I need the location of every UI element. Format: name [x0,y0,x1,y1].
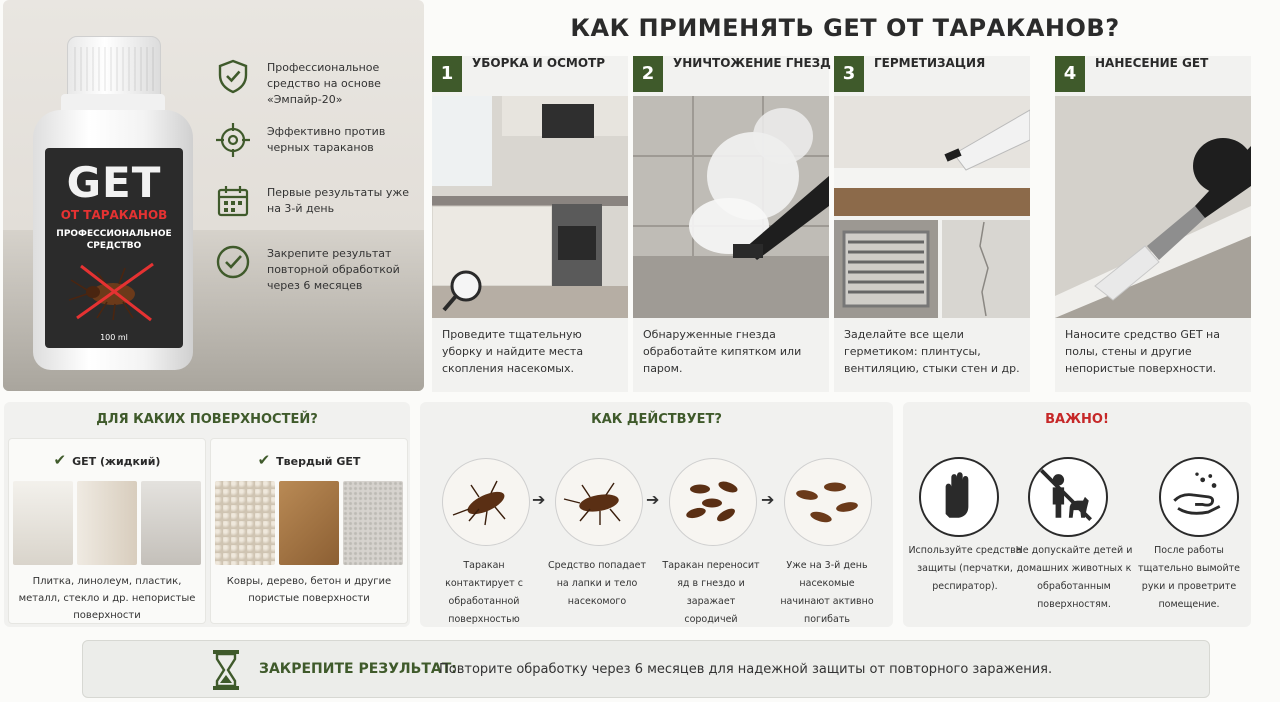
no-children-pets-icon [1028,457,1108,537]
bottle-brand: GET [66,158,162,207]
step-title: УНИЧТОЖЕНИЕ ГНЕЗД [673,56,831,70]
feature-text: Закрепите результат повторной обработкой через 6 месяцев [267,247,400,292]
wood-swatch [279,481,339,565]
cockroach-nest-image [669,458,757,546]
arrow-icon: ➔ [646,490,660,509]
wall-corner-swatch [77,481,137,565]
hourglass-icon [211,649,241,691]
shield-check-icon [215,58,251,94]
step-text: Обнаруженные гнезда обработайте кипятком или паром. [643,328,802,375]
important-text: Не допускайте детей и домашних животных к обработанным поверхностям. [1015,545,1133,610]
step-card [633,56,829,392]
important-text: После работы тщательно вымойте руки и проветрите помещение. [1137,545,1241,610]
sealing-image [834,96,1030,318]
step-number: 2 [633,56,663,92]
step-number: 4 [1055,56,1085,92]
product-hero [3,0,424,391]
important-card [903,402,1251,627]
gloves-icon [919,457,999,537]
step-title: УБОРКА И ОСМОТР [472,56,606,70]
concrete-swatch [343,481,403,565]
arrow-icon: ➔ [532,490,546,509]
cockroach-contact-image [555,458,643,546]
action-card [420,402,893,627]
reminder-bar [82,640,1210,698]
feature-item [215,183,420,233]
surface-liquid-title: GET (жидкий) [72,455,161,468]
action-step-text: Таракан переносит яд в гнездо и заражает сородичей [662,560,760,625]
surface-liquid [8,438,206,624]
surface-liquid-text: Плитка, линолеум, пластик, металл, стекло и др. непористые поверхности [18,576,196,621]
step-text: Проведите тщательную уборку и найдите места скопления насекомых. [442,328,584,375]
important-text: Используйте средства защиты (перчатки, респиратор). [908,545,1022,592]
feature-text: Профессиональное средство на основе «Эмпайр-20» [267,61,381,106]
step-text: Заделайте все щели герметиком: плинтусы, вентиляцию, стыки стен и др. [844,328,1020,375]
reminder-label: ЗАКРЕПИТЕ РЕЗУЛЬТАТ: [259,661,457,677]
check-icon: ✔ [53,451,67,469]
bottle-subtitle: ОТ ТАРАКАНОВ [60,208,168,222]
step-title: НАНЕСЕНИЕ GET [1095,56,1209,70]
step-text: Наносите средство GET на полы, стены и другие непористые поверхности. [1065,328,1220,375]
surface-solid [210,438,408,624]
surface-solid-text: Ковры, дерево, бетон и другие пористые поверхности [226,576,392,604]
action-step-text: Уже на 3-й день насекомые начинают активно погибать [780,560,874,625]
feature-text: Первые результаты уже на 3-й день [267,186,410,215]
step-card [834,56,1030,392]
reminder-text: Повторите обработку через 6 месяцев для надежной защиты от повторного заражения. [439,662,1053,677]
step-card [1055,56,1251,392]
bottle-volume: 100 ml [100,333,128,342]
feature-item [215,244,420,294]
action-step-text: Таракан контактирует с обработанной поверхностью [445,560,523,625]
feature-item [215,122,420,172]
brush-application-image [1055,96,1251,318]
linoleum-swatch [141,481,201,565]
product-bottle [33,30,193,370]
check-circle-icon [215,244,251,280]
surface-heading [211,451,407,469]
important-title: ВАЖНО! [1045,412,1109,427]
action-title: КАК ДЕЙСТВУЕТ? [591,412,722,427]
surfaces-card [4,402,410,627]
feature-text: Эффективно против черных тараканов [267,125,386,154]
feature-item [215,58,420,108]
page-title: КАК ПРИМЕНЯТЬ GET ОТ ТАРАКАНОВ? [570,14,1120,42]
step-card [432,56,628,392]
bottle-cap [67,36,161,100]
bottle-label [45,148,183,348]
action-step-text: Средство попадает на лапки и тело насекомого [547,560,647,607]
dead-cockroaches-image [784,458,872,546]
surface-heading [9,451,205,469]
tile-floor-swatch [13,481,73,565]
arrow-icon: ➔ [761,490,775,509]
surface-solid-title: Твердый GET [276,455,361,468]
kitchen-image [432,96,628,318]
crossed-cockroach-icon [67,256,163,326]
step-number: 3 [834,56,864,92]
step-number: 1 [432,56,462,92]
carpet-swatch [215,481,275,565]
calendar-icon [215,183,251,219]
wash-hands-icon [1159,457,1239,537]
target-icon [215,122,251,158]
bottle-tagline: ПРОФЕССИОНАЛЬНОЕ СРЕДСТВО [56,229,172,251]
surfaces-title: ДЛЯ КАКИХ ПОВЕРХНОСТЕЙ? [96,412,318,427]
steam-cleaning-image [633,96,829,318]
single-cockroach-image [442,458,530,546]
check-icon: ✔ [257,451,271,469]
step-title: ГЕРМЕТИЗАЦИЯ [874,56,986,70]
